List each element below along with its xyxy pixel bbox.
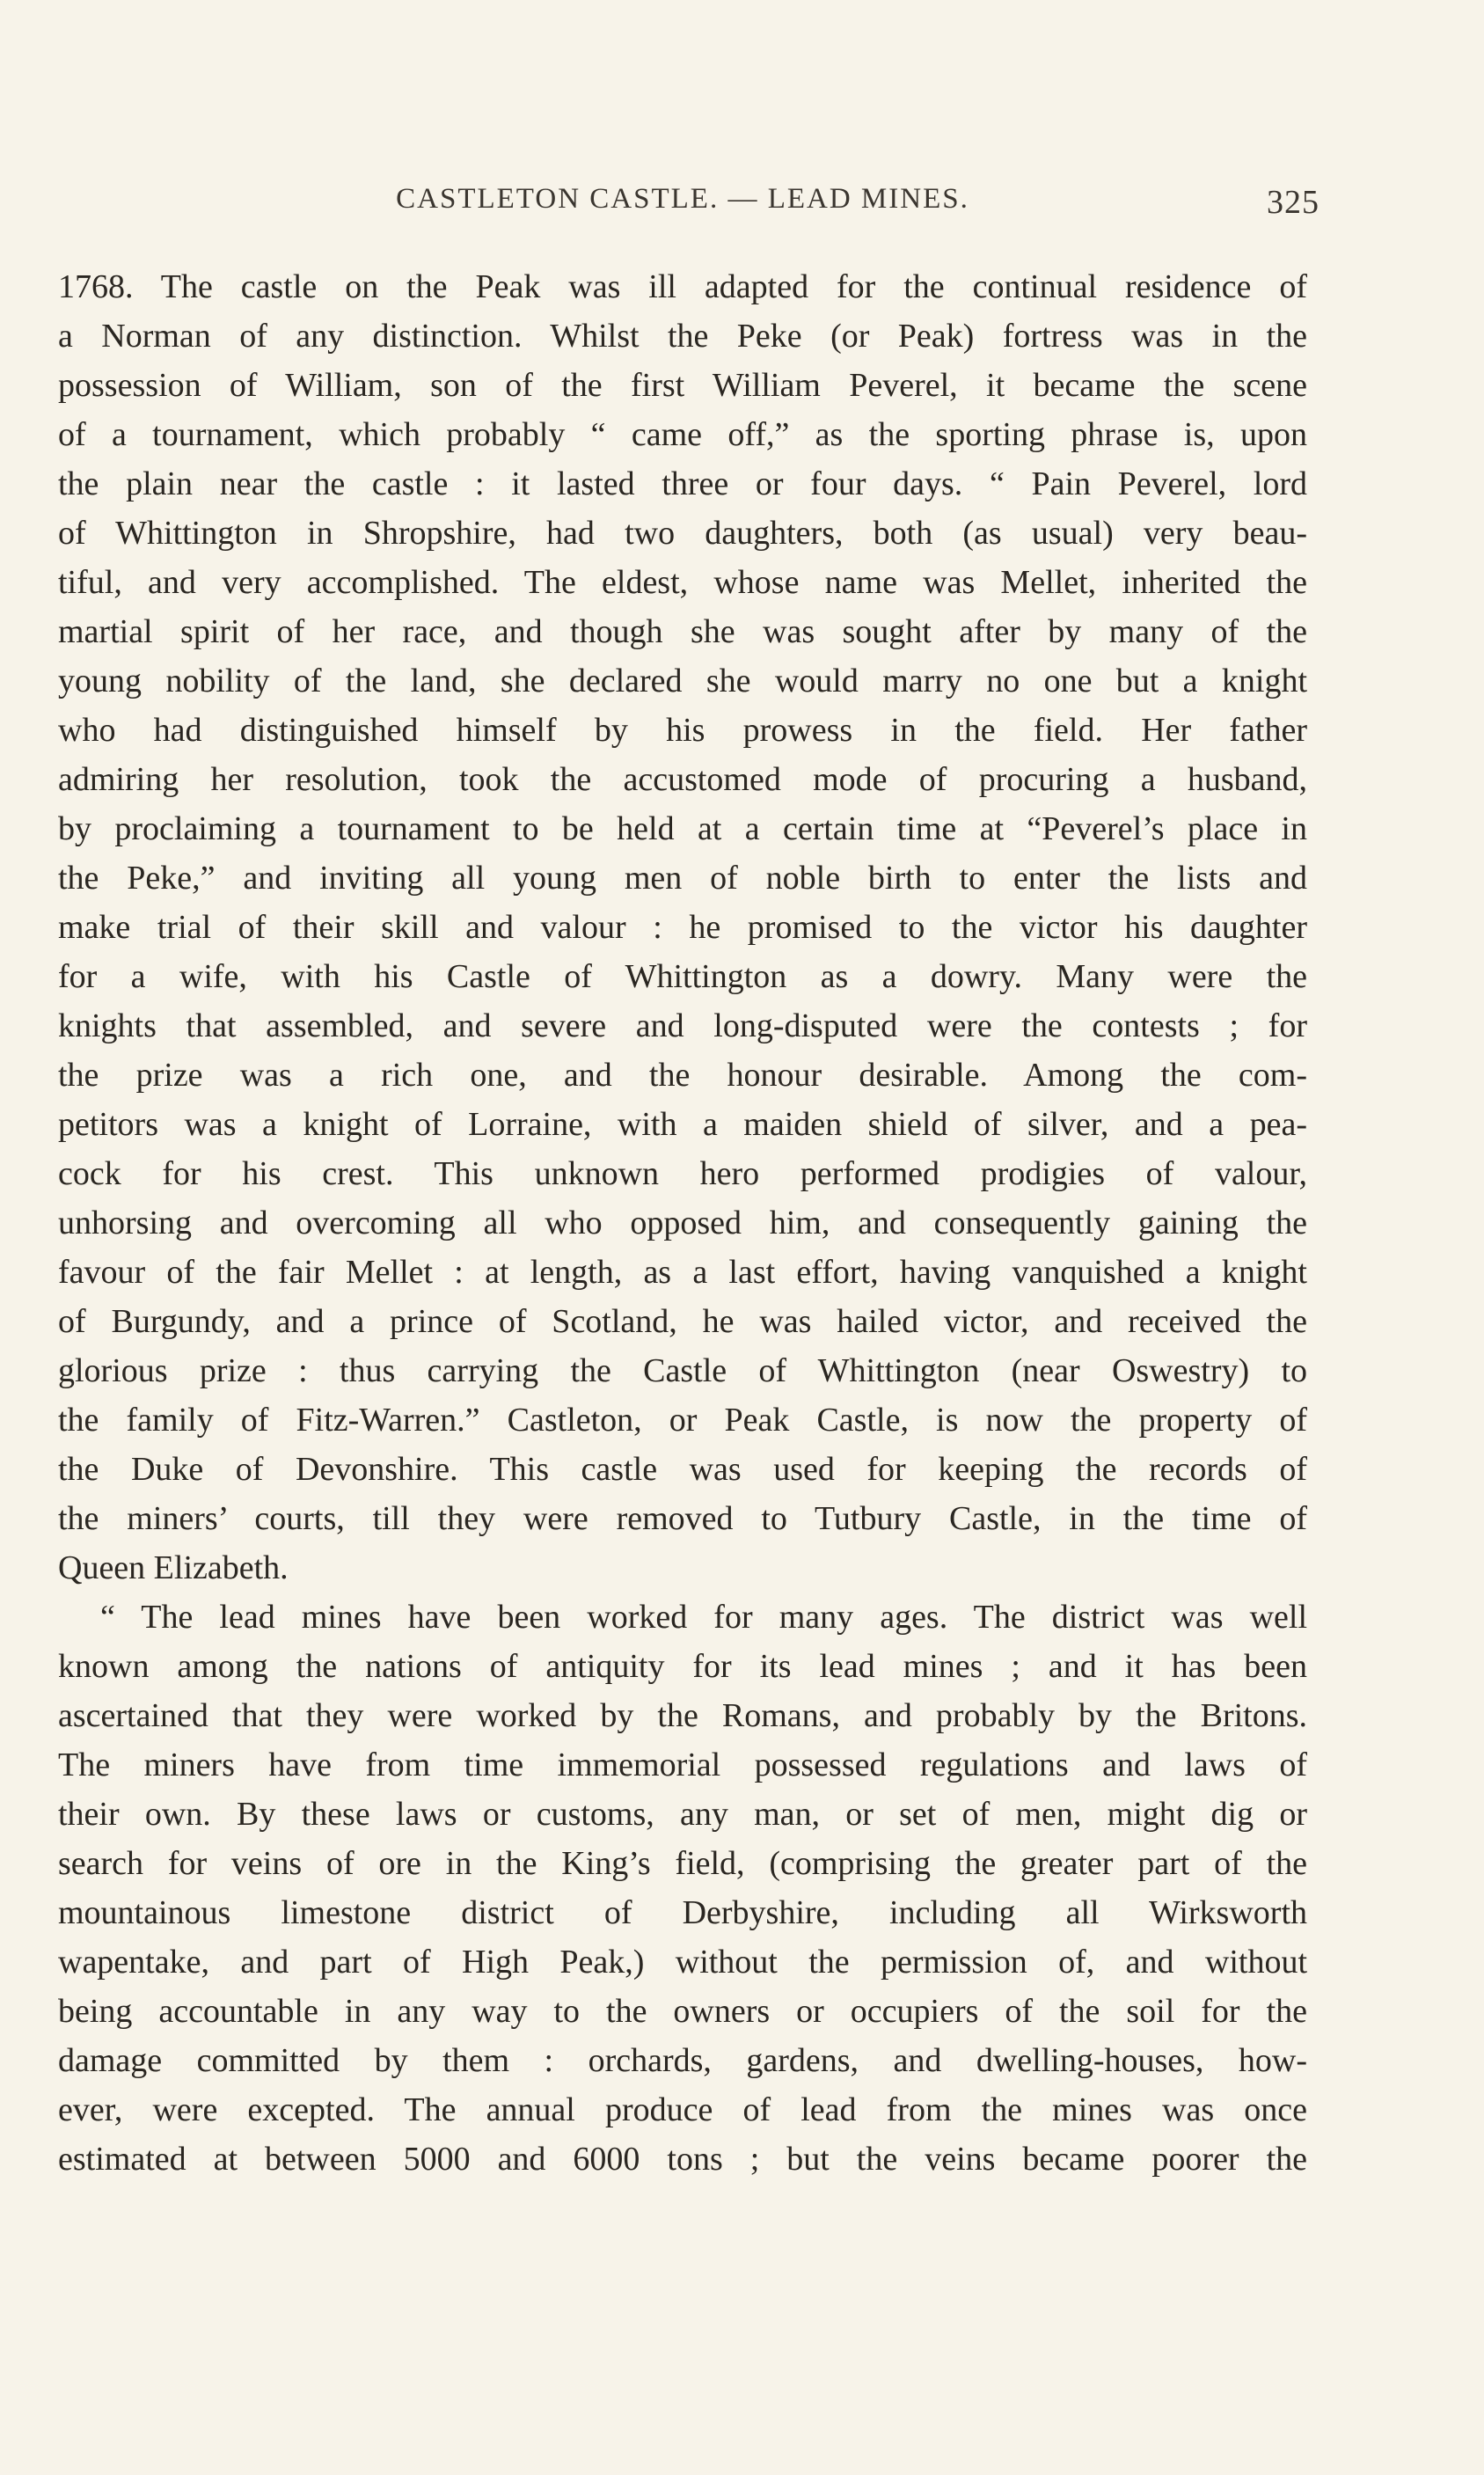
text-line: of Burgundy, and a prince of Scotland, he was hailed victor, and received the: [58, 1303, 1307, 1340]
text-line: the miners’ courts, till they were removed to Tutbury Castle, in the time of: [58, 1500, 1307, 1537]
text-line: glorious prize : thus carrying the Castle of Whittington (near Oswestry) to: [58, 1352, 1307, 1389]
text-line: of a tournament, which probably “ came off,” as the sporting phrase is, upon: [58, 416, 1307, 453]
text-line: being accountable in any way to the owners or occupiers of the soil for the: [58, 1993, 1307, 2030]
text-line: The miners have from time immemorial possessed regulations and laws of: [58, 1746, 1307, 1783]
text-line: for a wife, with his Castle of Whittington as a dowry. Many were the: [58, 958, 1307, 995]
text-line: admiring her resolution, took the accustomed mode of procuring a husband,: [58, 761, 1307, 798]
text-line: “ The lead mines have been worked for many ages. The district was well: [100, 1599, 1307, 1636]
text-line: martial spirit of her race, and though she was sought after by many of the: [58, 613, 1307, 650]
text-line: make trial of their skill and valour : he promised to the victor his daughter: [58, 909, 1307, 946]
text-line: possession of William, son of the first William Peverel, it became the scene: [58, 367, 1307, 404]
text-line: search for veins of ore in the King’s field, (comprising the greater part of the: [58, 1845, 1307, 1882]
running-head: [58, 183, 1320, 227]
text-line: unhorsing and overcoming all who opposed him, and consequently gaining the: [58, 1205, 1307, 1241]
text-line: their own. By these laws or customs, any man, or set of men, might dig or: [58, 1796, 1307, 1833]
text-line: by proclaiming a tournament to be held at a certain time at “Peverel’s place in: [58, 810, 1307, 847]
text-line: known among the nations of antiquity for its lead mines ; and it has been: [58, 1648, 1307, 1685]
text-line: knights that assembled, and severe and long-disputed were the contests ; for: [58, 1007, 1307, 1044]
text-line: a Norman of any distinction. Whilst the Peke (or Peak) fortress was in the: [58, 318, 1307, 355]
text-line: Queen Elizabeth.: [58, 1549, 289, 1586]
text-line: of Whittington in Shropshire, had two daughters, both (as usual) very beau-: [58, 515, 1307, 552]
text-line: the prize was a rich one, and the honour desirable. Among the com-: [58, 1057, 1307, 1094]
body-text: [58, 262, 1307, 2184]
text-line: favour of the fair Mellet : at length, as a last effort, having vanquished a knight: [58, 1254, 1307, 1291]
text-line: cock for his crest. This unknown hero performed prodigies of valour,: [58, 1155, 1307, 1192]
text-line: ascertained that they were worked by the Romans, and probably by the Britons.: [58, 1697, 1307, 1734]
text-line: the plain near the castle : it lasted three or four days. “ Pain Peverel, lord: [58, 465, 1307, 502]
text-line: mountainous limestone district of Derbyshire, including all Wirksworth: [58, 1894, 1307, 1931]
text-line: damage committed by them : orchards, gardens, and dwelling-houses, how-: [58, 2042, 1307, 2079]
text-line: the family of Fitz-Warren.” Castleton, or Peak Castle, is now the property of: [58, 1402, 1307, 1439]
text-line: wapentake, and part of High Peak,) without the permission of, and without: [58, 1944, 1307, 1981]
text-line: ever, were excepted. The annual produce of lead from the mines was once: [58, 2091, 1307, 2128]
text-line: petitors was a knight of Lorraine, with a maiden shield of silver, and a pea-: [58, 1106, 1307, 1143]
text-line: the Duke of Devonshire. This castle was used for keeping the records of: [58, 1451, 1307, 1488]
text-line: who had distinguished himself by his prowess in the field. Her father: [58, 712, 1307, 749]
page-number: 325: [1267, 184, 1320, 221]
text-line: estimated at between 5000 and 6000 tons ; but the veins became poorer the: [58, 2141, 1307, 2178]
text-line: 1768. The castle on the Peak was ill adapted for the continual residence of: [58, 268, 1307, 305]
text-line: the Peke,” and inviting all young men of noble birth to enter the lists and: [58, 860, 1307, 897]
text-line: young nobility of the land, she declared she would marry no one but a knight: [58, 663, 1307, 699]
text-line: tiful, and very accomplished. The eldest, whose name was Mellet, inherited the: [58, 564, 1307, 601]
running-title: CASTLETON CASTLE. — LEAD MINES.: [396, 183, 969, 215]
